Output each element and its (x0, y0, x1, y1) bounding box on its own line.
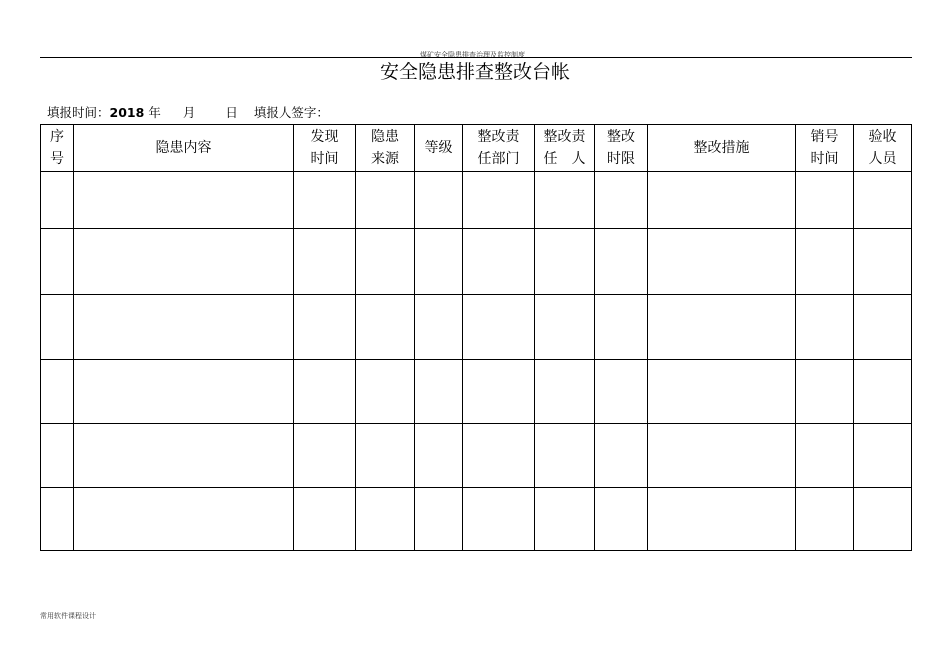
cell-measures[interactable] (648, 295, 796, 360)
cell-hazard-source[interactable] (356, 424, 415, 488)
cell-closing-time[interactable] (796, 172, 854, 229)
cell-deadline[interactable] (595, 360, 648, 424)
cell-found-time[interactable] (294, 360, 356, 424)
col-header-responsible-dept: 整改责 任部门 (463, 125, 535, 172)
cell-inspector[interactable] (854, 172, 912, 229)
cell-responsible-dept[interactable] (463, 360, 535, 424)
cell-deadline[interactable] (595, 488, 648, 551)
col-header-index: 序 号 (41, 125, 74, 172)
cell-index[interactable] (41, 229, 74, 295)
col-header-inspector: 验收 人员 (854, 125, 912, 172)
table-row (41, 424, 912, 488)
cell-hazard-content[interactable] (74, 424, 294, 488)
table-row (41, 229, 912, 295)
col-header-found-time: 发现 时间 (294, 125, 356, 172)
cell-inspector[interactable] (854, 360, 912, 424)
cell-level[interactable] (415, 295, 463, 360)
cell-hazard-content[interactable] (74, 229, 294, 295)
cell-level[interactable] (415, 424, 463, 488)
cell-measures[interactable] (648, 360, 796, 424)
cell-index[interactable] (41, 172, 74, 229)
cell-index[interactable] (41, 488, 74, 551)
cell-inspector[interactable] (854, 295, 912, 360)
cell-responsible-person[interactable] (535, 360, 595, 424)
cell-hazard-source[interactable] (356, 360, 415, 424)
cell-found-time[interactable] (294, 229, 356, 295)
cell-deadline[interactable] (595, 172, 648, 229)
month-unit: 月 (182, 105, 196, 120)
cell-found-time[interactable] (294, 295, 356, 360)
cell-level[interactable] (415, 229, 463, 295)
document-title: 安全隐患排查整改台帐 (379, 61, 570, 83)
cell-hazard-source[interactable] (356, 295, 415, 360)
col-header-hazard-content: 隐患内容 (74, 125, 294, 172)
cell-responsible-person[interactable] (535, 295, 595, 360)
year-unit: 年 (148, 105, 161, 120)
cell-responsible-dept[interactable] (463, 424, 535, 488)
cell-responsible-person[interactable] (535, 172, 595, 229)
col-header-deadline: 整改 时限 (595, 125, 648, 172)
cell-responsible-person[interactable] (535, 424, 595, 488)
cell-hazard-content[interactable] (74, 360, 294, 424)
cell-closing-time[interactable] (796, 488, 854, 551)
cell-closing-time[interactable] (796, 360, 854, 424)
cell-measures[interactable] (648, 424, 796, 488)
cell-closing-time[interactable] (796, 424, 854, 488)
cell-measures[interactable] (648, 229, 796, 295)
report-year: 2018 (109, 105, 145, 120)
report-time-label: 填报时间： (47, 105, 110, 120)
cell-level[interactable] (415, 172, 463, 229)
cell-inspector[interactable] (854, 229, 912, 295)
col-header-closing-time: 销号 时间 (796, 125, 854, 172)
cell-hazard-content[interactable] (74, 295, 294, 360)
cell-index[interactable] (41, 360, 74, 424)
table-row (41, 295, 912, 360)
cell-hazard-content[interactable] (74, 488, 294, 551)
table-row (41, 172, 912, 229)
col-header-measures: 整改措施 (648, 125, 796, 172)
cell-closing-time[interactable] (796, 229, 854, 295)
cell-closing-time[interactable] (796, 295, 854, 360)
cell-deadline[interactable] (595, 424, 648, 488)
col-header-hazard-source: 隐患 来源 (356, 125, 415, 172)
cell-deadline[interactable] (595, 229, 648, 295)
cell-measures[interactable] (648, 172, 796, 229)
cell-deadline[interactable] (595, 295, 648, 360)
page-header: 煤矿安全隐患排查治理及监控制度 (420, 51, 525, 59)
day-unit: 日 (225, 105, 238, 120)
cell-responsible-dept[interactable] (463, 488, 535, 551)
cell-responsible-dept[interactable] (463, 295, 535, 360)
cell-index[interactable] (41, 295, 74, 360)
report-meta (47, 103, 329, 121)
cell-level[interactable] (415, 488, 463, 551)
cell-inspector[interactable] (854, 488, 912, 551)
cell-level[interactable] (415, 360, 463, 424)
cell-responsible-person[interactable] (535, 229, 595, 295)
cell-found-time[interactable] (294, 424, 356, 488)
cell-found-time[interactable] (294, 172, 356, 229)
col-header-responsible-person: 整改责 任 人 (535, 125, 595, 172)
cell-hazard-content[interactable] (74, 172, 294, 229)
hazard-ledger-table (40, 124, 912, 551)
table-row (41, 488, 912, 551)
cell-hazard-source[interactable] (356, 172, 415, 229)
cell-responsible-dept[interactable] (463, 229, 535, 295)
signer-label: 填报人签字： (253, 105, 329, 120)
cell-hazard-source[interactable] (356, 488, 415, 551)
cell-index[interactable] (41, 424, 74, 488)
cell-measures[interactable] (648, 488, 796, 551)
page-footer: 常用软件课程设计 (40, 612, 96, 620)
cell-inspector[interactable] (854, 424, 912, 488)
cell-responsible-dept[interactable] (463, 172, 535, 229)
cell-hazard-source[interactable] (356, 229, 415, 295)
cell-responsible-person[interactable] (535, 488, 595, 551)
cell-found-time[interactable] (294, 488, 356, 551)
col-header-level: 等级 (415, 125, 463, 172)
table-header-row (41, 125, 912, 172)
table-row (41, 360, 912, 424)
